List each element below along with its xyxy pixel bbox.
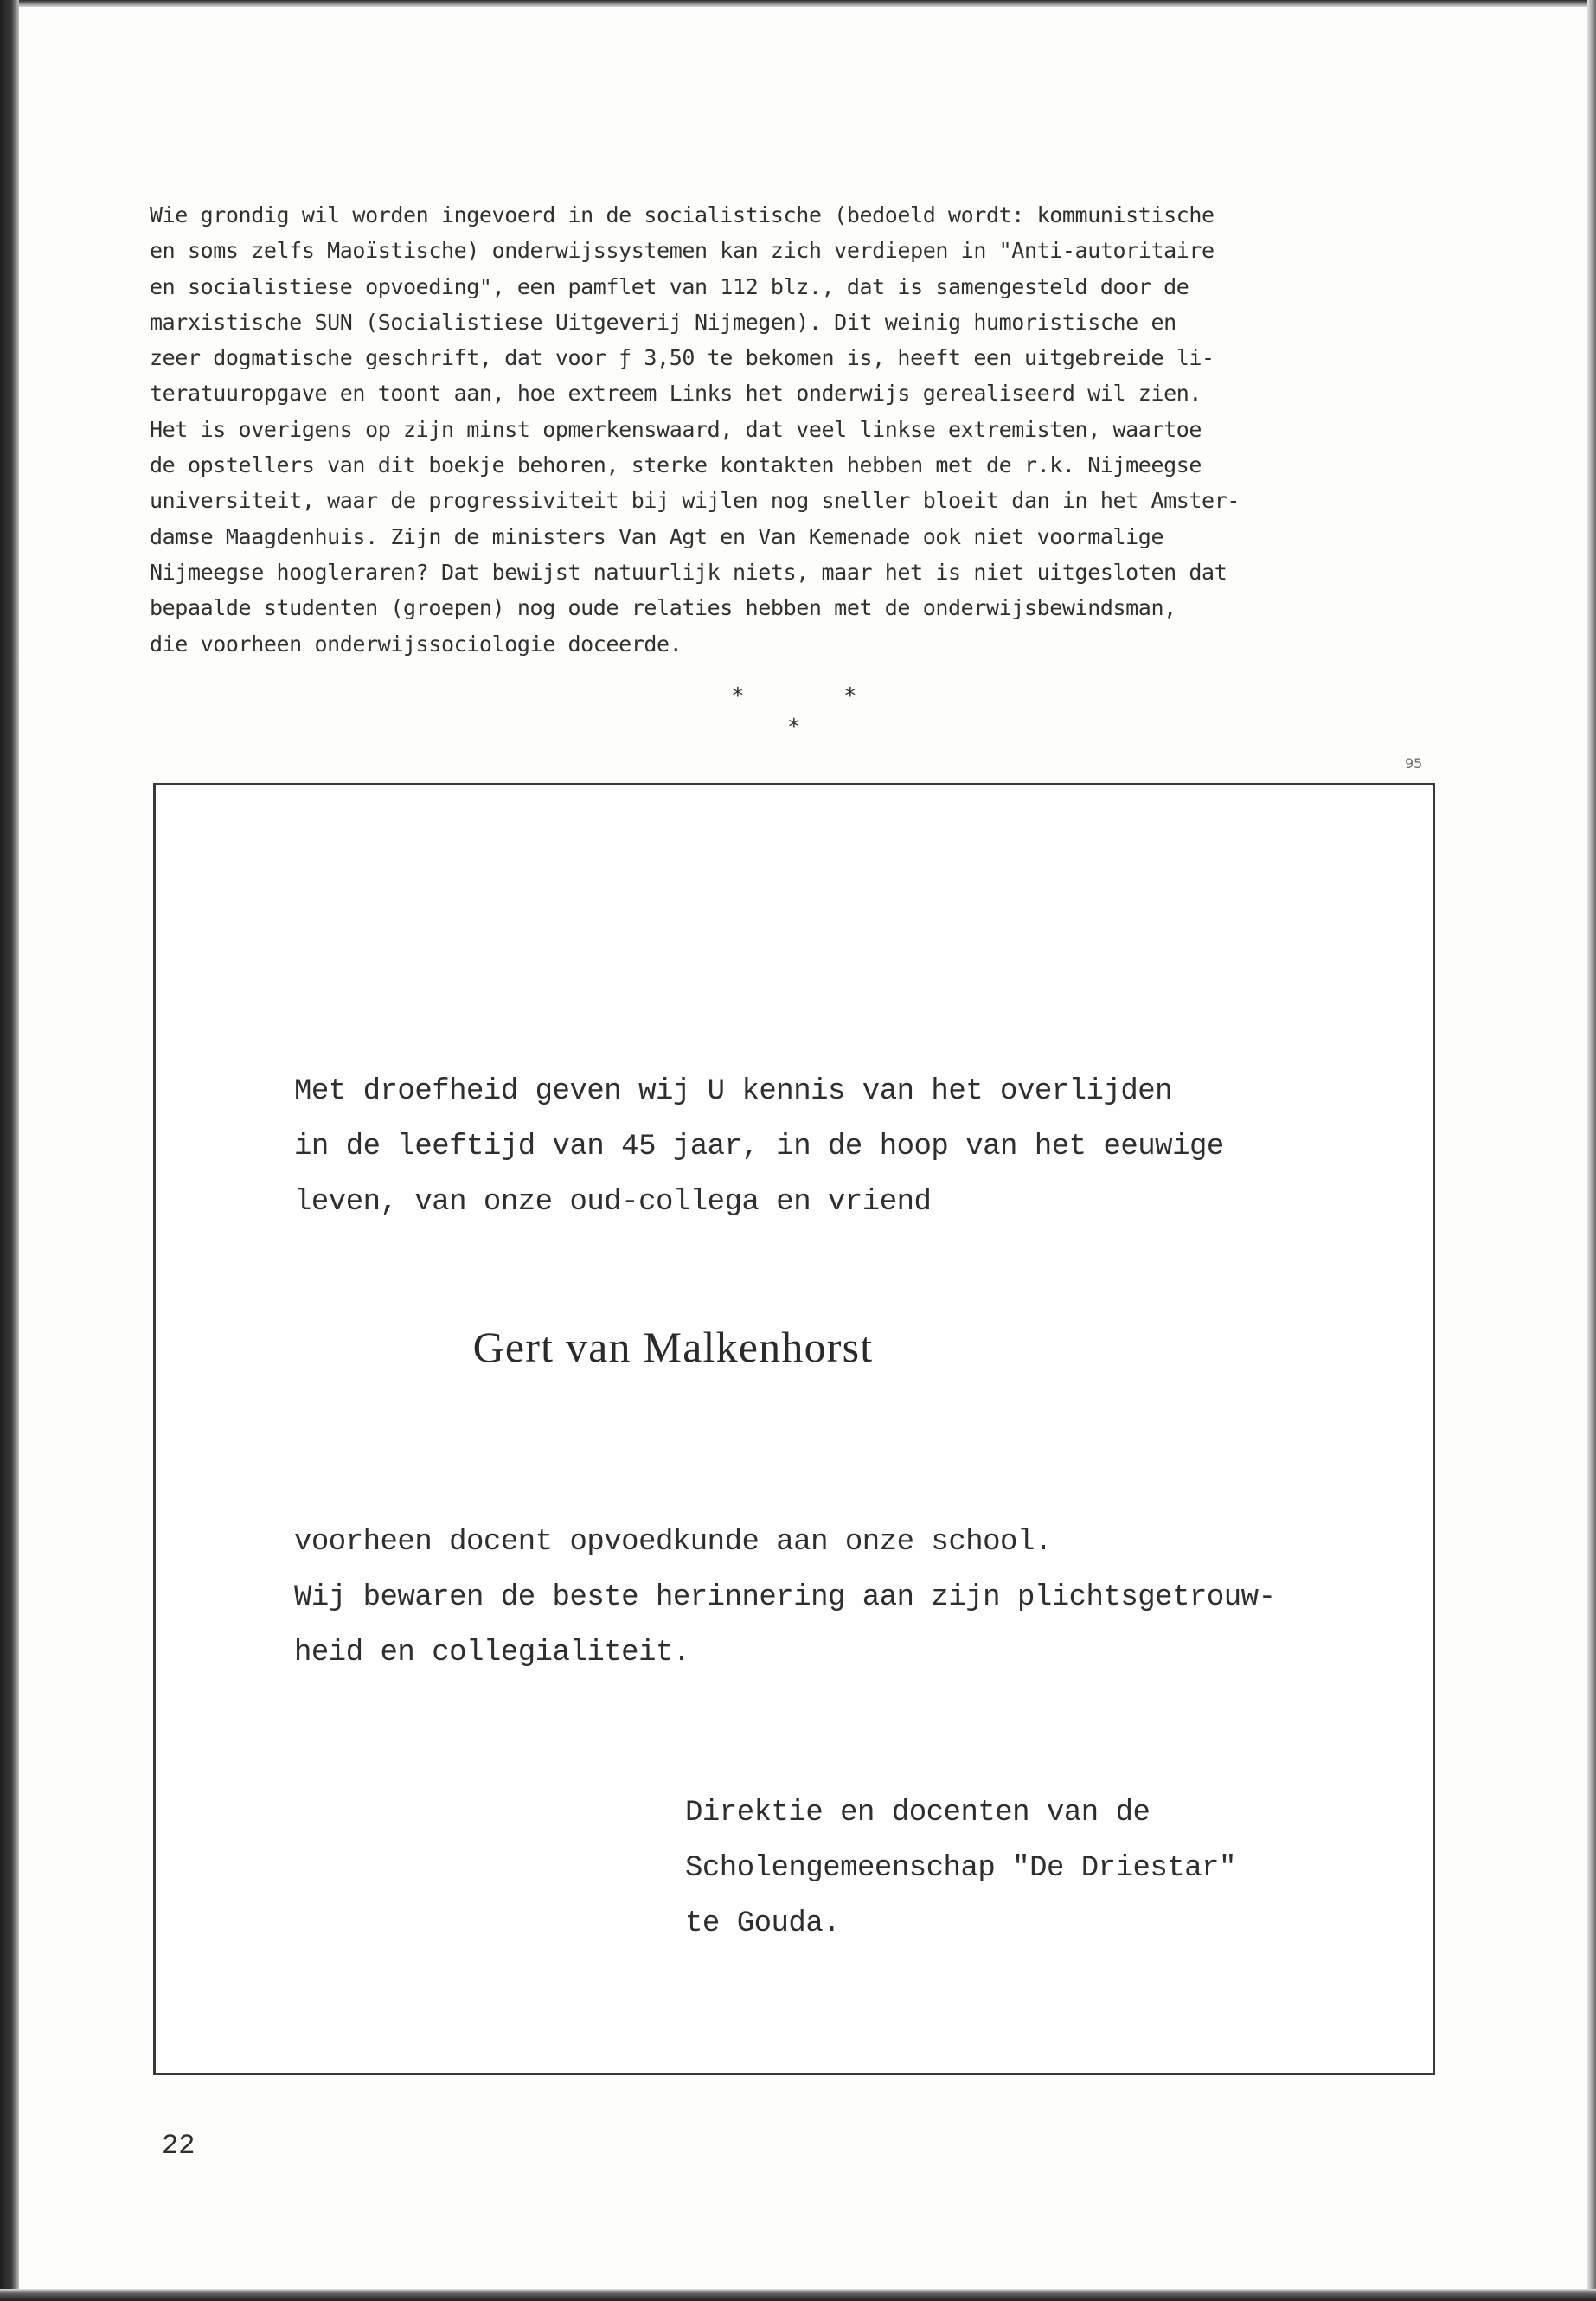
intro-line: en soms zelfs Maoïstische) onderwijssystemen kan zich verdiepen in "Anti-autoritaire <box>150 238 1215 264</box>
intro-line: teratuuropgave en toont aan, hoe extreem Links het onderwijs gerealiseerd wil zien. <box>150 381 1202 407</box>
separator-star: * <box>843 683 857 709</box>
intro-line: Wie grondig wil worden ingevoerd in de socialistische (bedoeld wordt: kommunistische <box>150 202 1215 228</box>
deceased-name: Gert van Malkenhorst <box>472 1323 874 1371</box>
intro-line: Nijmeegse hoogleraren? Dat bewijst natuurlijk niets, maar het is niet uitgesloten dat <box>150 559 1227 585</box>
scan-edge-right <box>1587 0 1596 2301</box>
notice-signature <box>685 1785 1236 1952</box>
intro-line: Het is overigens op zijn minst opmerkenswaard, dat veel linkse extremisten, waartoe <box>150 416 1202 442</box>
intro-line: de opstellers van dit boekje behoren, sterke kontakten hebben met de r.k. Nijmeegse <box>150 452 1202 478</box>
notice-line: heid en collegialiteit. <box>294 1637 690 1670</box>
small-page-number: 95 <box>1405 755 1423 772</box>
scan-edge-top <box>0 0 1596 7</box>
page-number: 22 <box>162 2130 195 2162</box>
notice-line: Wij bewaren de beste herinnering aan zijn plichtsgetrouw- <box>294 1581 1276 1614</box>
notice-line: leven, van onze oud-collega en vriend <box>294 1186 932 1219</box>
notice-line: in de leeftijd van 45 jaar, in de hoop van het eeuwige <box>294 1131 1224 1163</box>
scan-edge-left <box>0 0 19 2301</box>
intro-line: damse Maagdenhuis. Zijn de ministers Van Agt en Van Kemenade ook niet voormalige <box>150 523 1164 549</box>
separator-star: * <box>731 683 745 709</box>
separator-star: * <box>787 715 801 740</box>
notice-line: Met droefheid geven wij U kennis van het overlijden <box>294 1075 1173 1108</box>
signature-line: te Gouda. <box>685 1907 841 1940</box>
scan-edge-bottom <box>0 2289 1596 2301</box>
intro-line: zeer dogmatische geschrift, dat voor ƒ 3,50 te bekomen is, heeft een uitgebreide li- <box>150 345 1215 371</box>
obituary-notice <box>153 783 1435 2075</box>
intro-line: bepaalde studenten (groepen) nog oude relaties hebben met de onderwijsbewindsman, <box>150 595 1176 621</box>
section-separator <box>731 683 869 744</box>
intro-line: universiteit, waar de progressiviteit bij wijlen nog sneller bloeit dan in het Amster- <box>150 488 1240 514</box>
signature-line: Direktie en docenten van de <box>685 1797 1151 1830</box>
notice-closing <box>294 1515 1276 1681</box>
signature-line: Scholengemeenschap "De Driestar" <box>685 1852 1236 1885</box>
notice-opening <box>294 1064 1224 1230</box>
intro-paragraph <box>150 197 1447 662</box>
intro-line: en socialistiese opvoeding", een pamflet van 112 blz., dat is samengesteld door de <box>150 273 1189 299</box>
intro-line: die voorheen onderwijssociologie doceerde. <box>150 631 683 657</box>
notice-line: voorheen docent opvoedkunde aan onze school. <box>294 1526 1052 1559</box>
intro-line: marxistische SUN (Socialistiese Uitgeverij Nijmegen). Dit weinig humoristische en <box>150 309 1176 335</box>
